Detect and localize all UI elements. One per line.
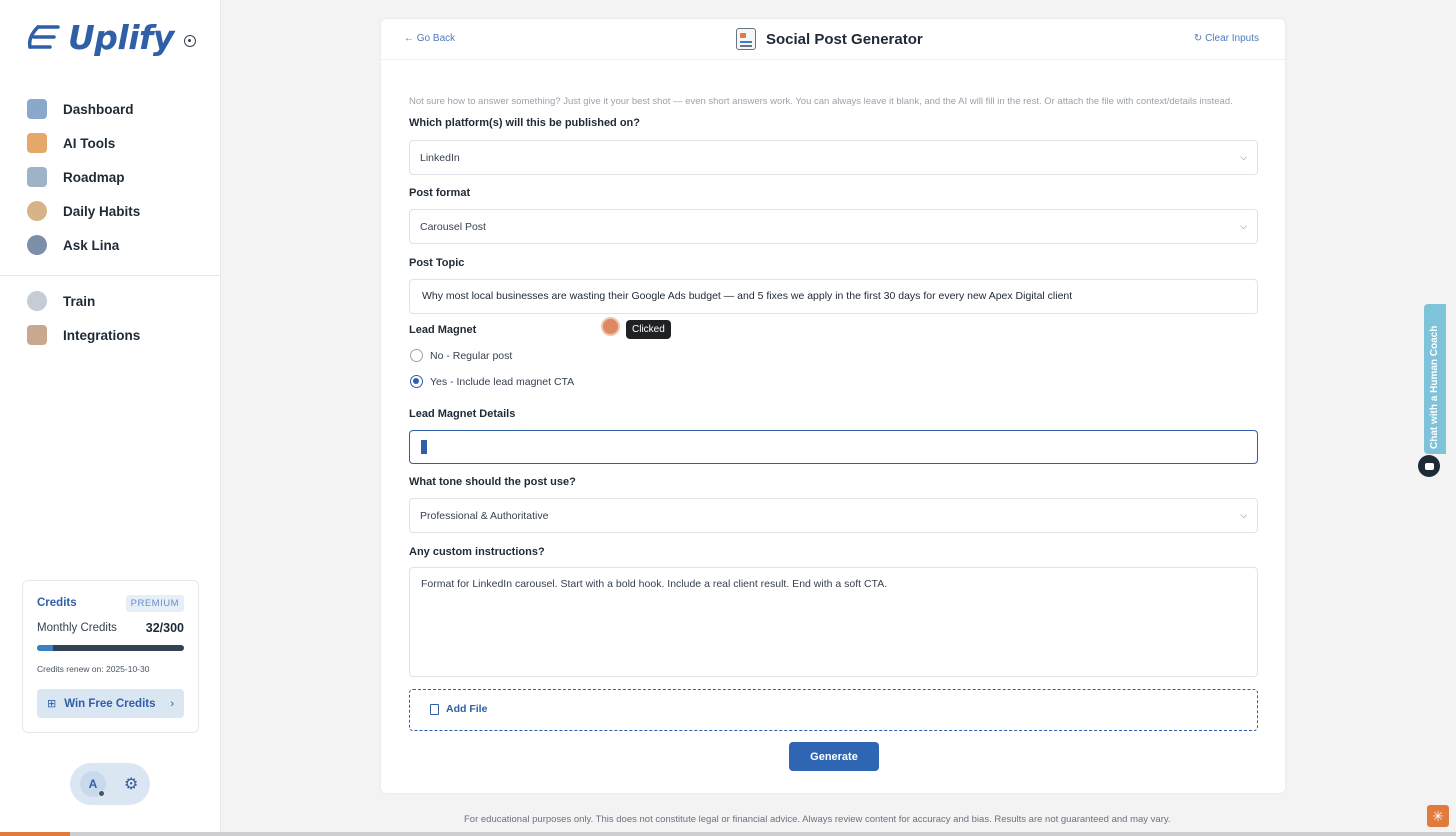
credits-progress-bar [37,645,184,651]
sidebar-item-label: Train [63,293,96,309]
social-post-icon [736,28,756,50]
credits-progress-fill [37,645,53,651]
avatar[interactable]: A [80,771,106,797]
chat-bubble-icon[interactable] [1418,455,1440,477]
click-marker-icon [601,317,620,336]
go-back-label: Go Back [416,33,456,44]
page-title: Social Post Generator [766,30,923,48]
credits-title: Credits [37,597,77,609]
credits-panel [22,580,199,733]
sidebar-item-ai-tools[interactable] [0,126,220,160]
card-header [381,19,1287,60]
lead-magnet-label: Lead Magnet [409,324,477,336]
ask-lina-icon [27,235,47,255]
sidebar-item-ask-lina[interactable] [0,228,220,262]
page-title-wrap [736,28,923,50]
chat-tab-label: Chat with a Human Coach [1429,325,1440,449]
sidebar-divider [0,275,220,276]
sidebar-item-label: Ask Lina [63,237,120,253]
sidebar-item-label: Dashboard [63,101,134,117]
add-file-dropzone[interactable] [409,689,1258,731]
ai-tools-icon [27,133,47,153]
uplify-logo-icon [24,21,64,55]
page-bottom-bar [0,832,1456,836]
monthly-credits-value: 32/300 [145,621,184,635]
page-bottom-bar-accent [0,832,70,836]
tone-label: What tone should the post use? [409,476,576,488]
add-file-label: Add File [446,703,488,715]
sidebar-item-label: Daily Habits [63,203,141,219]
platform-select[interactable] [409,140,1258,175]
platform-value: LinkedIn [420,152,460,164]
form-hint: Not sure how to answer something? Just give it your best shot — even short answers work. You can always leave it blank, and the AI will fill in the rest. Or attach the file with context/details instead. [409,96,1233,107]
radio-unchecked-icon[interactable] [410,349,423,362]
tone-value: Professional & Authoritative [420,510,549,522]
gear-icon[interactable]: ⚙ [124,776,139,793]
sidebar-item-label: Roadmap [63,169,125,185]
status-indicator-icon [184,35,196,47]
post-format-label: Post format [409,187,471,199]
win-free-credits-label: Win Free Credits [64,697,156,710]
custom-instructions-label: Any custom instructions? [409,546,545,558]
custom-instructions-value: Format for LinkedIn carousel. Start with a bold hook. Include a real client result. End with a soft CTA. [421,578,888,590]
monthly-credits-label: Monthly Credits [37,622,117,634]
sidebar-main-nav [0,92,220,262]
generate-button[interactable]: Generate [789,742,879,771]
radio-label: Yes - Include lead magnet CTA [430,375,575,388]
post-topic-input[interactable] [409,279,1258,314]
win-free-credits-button[interactable] [37,689,184,718]
sidebar-item-daily-habits[interactable] [0,194,220,228]
sidebar [0,0,221,836]
post-format-select[interactable] [409,209,1258,244]
chevron-down-icon: ⌵ [1240,510,1247,520]
post-format-value: Carousel Post [420,221,486,233]
sidebar-item-train[interactable] [0,284,220,318]
clear-inputs-label: Clear Inputs [1205,33,1259,44]
integrations-icon [27,325,47,345]
sidebar-item-integrations[interactable] [0,318,220,352]
roadmap-icon [27,167,47,187]
chevron-down-icon: ⌵ [1240,221,1247,231]
plan-badge: PREMIUM [126,595,184,612]
radio-label: No - Regular post [430,349,513,362]
sidebar-item-label: Integrations [63,327,141,343]
chevron-right-icon: › [170,697,174,710]
lead-magnet-details-label: Lead Magnet Details [409,408,516,420]
lead-magnet-details-input[interactable] [409,430,1258,464]
post-topic-label: Post Topic [409,257,465,269]
social-post-generator-card [380,18,1286,794]
platform-label: Which platform(s) will this be published on? [409,117,640,129]
dashboard-icon [27,99,47,119]
sidebar-secondary-nav [0,284,220,352]
logo-text: Uplify [68,18,174,57]
go-back-button[interactable]: ← Go Back [404,33,456,44]
footer-disclaimer: For educational purposes only. This does not constitute legal or financial advice. Always review content for accuracy and bias. Results are not guaranteed and may vary. [464,814,1171,825]
clicked-tooltip: Clicked [626,320,671,339]
train-icon [27,291,47,311]
text-cursor [421,440,427,454]
sidebar-item-dashboard[interactable] [0,92,220,126]
chat-with-coach-tab[interactable] [1424,304,1446,454]
chevron-down-icon: ⌵ [1240,152,1247,162]
sidebar-item-roadmap[interactable] [0,160,220,194]
assistant-sparkle-icon[interactable]: ✳ [1427,805,1449,827]
sidebar-item-label: AI Tools [63,135,116,151]
logo[interactable] [24,18,196,57]
clear-inputs-button[interactable]: ↻ Clear Inputs [1193,33,1259,44]
tone-select[interactable] [409,498,1258,533]
lead-magnet-option-no[interactable] [410,349,512,362]
custom-instructions-textarea[interactable] [409,567,1258,677]
daily-habits-icon [27,201,47,221]
post-topic-value: Why most local businesses are wasting their Google Ads budget — and 5 fixes we apply in the first 30 days for every new Apex Digital client [422,290,1073,302]
radio-checked-icon[interactable] [410,375,423,388]
file-plus-icon [430,704,439,715]
credits-renew-date: Credits renew on: 2025-10-30 [37,664,150,674]
online-status-icon [98,790,105,797]
gift-icon: ⊞ [47,698,57,710]
lead-magnet-option-yes[interactable] [410,375,574,388]
user-menu [70,763,150,805]
